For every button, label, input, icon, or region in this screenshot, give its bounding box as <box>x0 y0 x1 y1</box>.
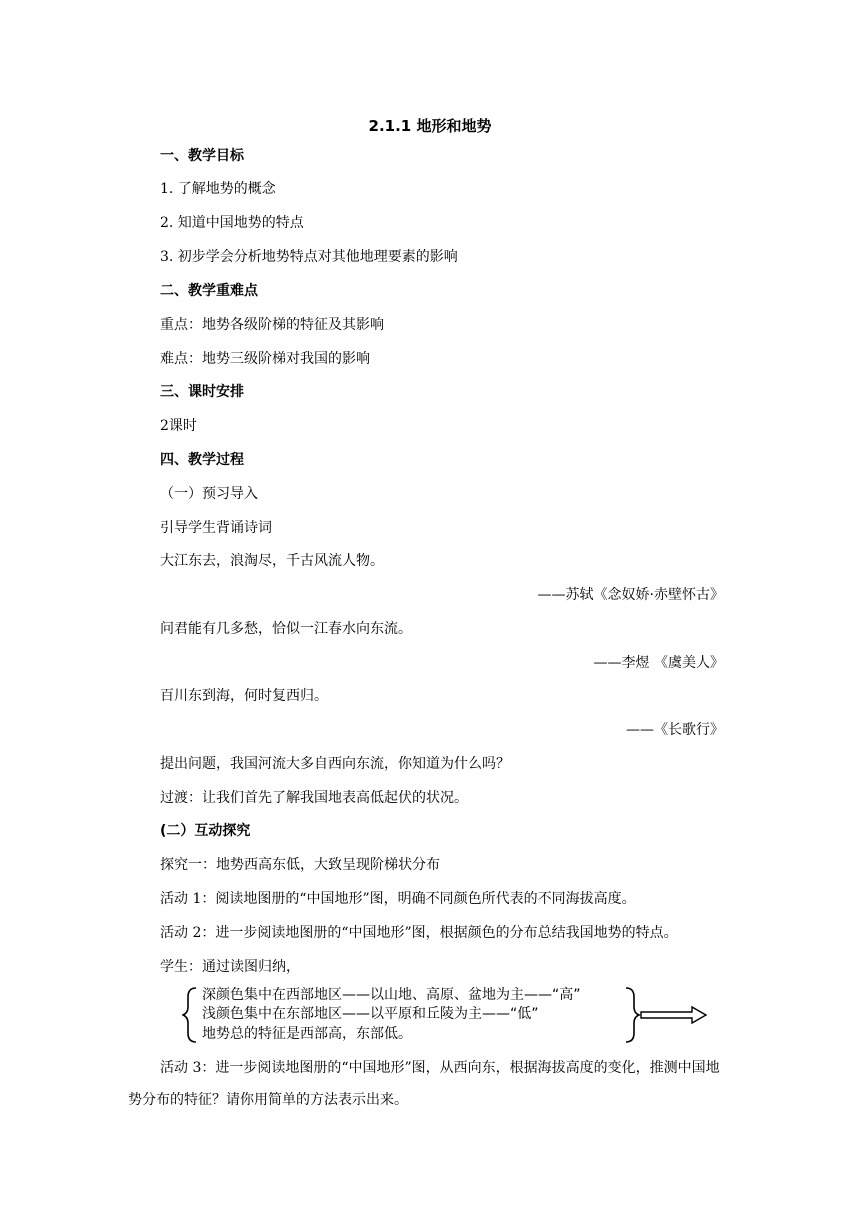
figure-line-summary: 地势总的特征是西部高，东部低。 <box>202 1026 412 1042</box>
section-heading-process: 四、教学过程 <box>160 452 244 468</box>
poem-source: ——苏轼《念奴娇·赤壁怀古》 <box>537 587 724 603</box>
transition-text: 过渡：让我们首先了解我国地表高低起伏的状况。 <box>160 790 468 806</box>
poem-line: 问君能有几多愁，恰似一江春水向东流。 <box>160 621 412 637</box>
section-heading-schedule: 三、课时安排 <box>160 384 244 400</box>
intro-text: 引导学生背诵诗词 <box>160 520 272 536</box>
poem-source: ——《长歌行》 <box>626 722 724 738</box>
question-text: 提出问题，我国河流大多自西向东流，你知道为什么吗？ <box>160 756 510 772</box>
activity-text: 活动 1：阅读地图册的“中国地形”图，明确不同颜色所代表的不同海拔高度。 <box>160 891 636 907</box>
subsection-heading-preview: （一）预习导入 <box>160 486 258 502</box>
schedule-text: 2课时 <box>160 418 197 434</box>
poem-source: ——李煜 《虞美人》 <box>593 655 724 671</box>
activity-text: 活动 2：进一步阅读地图册的“中国地形”图，根据颜色的分布总结我国地势的特点。 <box>160 925 678 941</box>
objective-item: 1. 了解地势的概念 <box>160 181 276 197</box>
difficult-point: 难点：地势三级阶梯对我国的影响 <box>160 351 370 367</box>
student-text: 学生：通过读图归纳， <box>160 959 300 975</box>
objective-item: 3. 初步学会分析地势特点对其他地理要素的影响 <box>160 249 458 265</box>
section-heading-objectives: 一、教学目标 <box>160 148 244 164</box>
poem-line: 百川东到海，何时复西归。 <box>160 688 328 704</box>
figure-line-low: 浅颜色集中在东部地区——以平原和丘陵为主——“低” <box>202 1006 539 1022</box>
subsection-heading-interactive: (二）互动探究 <box>160 823 251 839</box>
figure-line-high: 深颜色集中在西部地区——以山地、高原、盆地为主——“高” <box>202 987 581 1003</box>
page-title: 2.1.1 地形和地势 <box>368 117 492 135</box>
section-heading-key-points: 二、教学重难点 <box>160 283 258 299</box>
summary-figure <box>182 985 712 1045</box>
poem-line: 大江东去，浪淘尽，千古风流人物。 <box>160 553 384 569</box>
objective-item: 2. 知道中国地势的特点 <box>160 215 304 231</box>
explore-text: 探究一：地势西高东低，大致呈现阶梯状分布 <box>160 857 440 873</box>
activity-text: 活动 3：进一步阅读地图册的“中国地形”图，从西向东，根据海拔高度的变化，推测中国地势分布的特征？请你用简单的方法表示出来。 <box>128 1060 720 1108</box>
key-point: 重点：地势各级阶梯的特征及其影响 <box>160 317 384 333</box>
